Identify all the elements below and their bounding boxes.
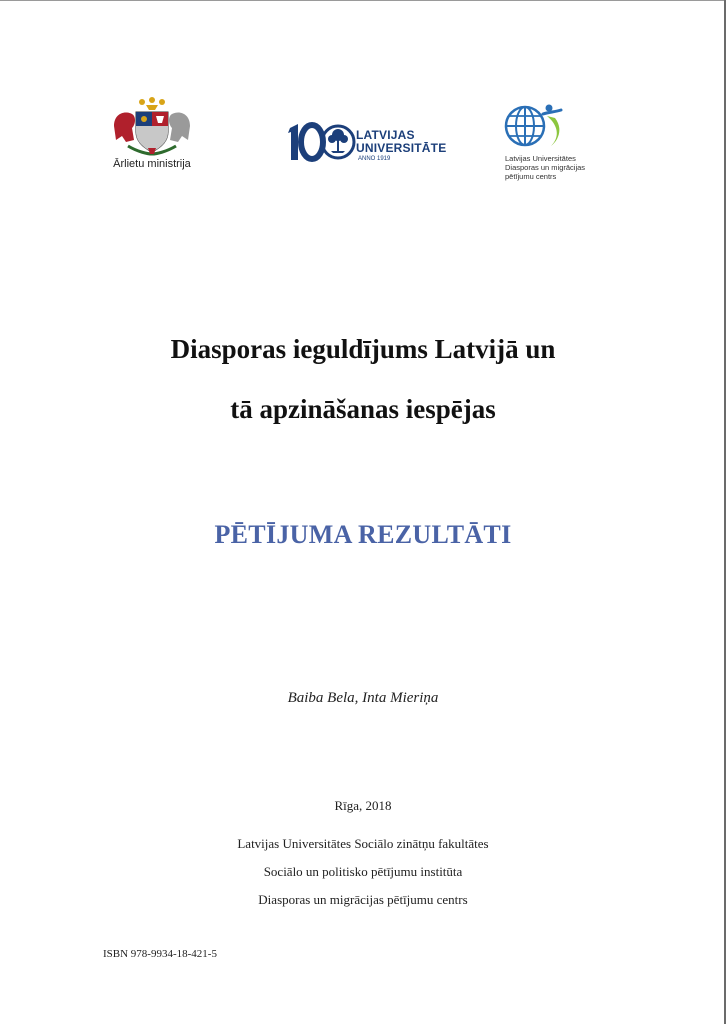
globe-figure-icon: [503, 100, 573, 152]
mfa-logo: [104, 96, 200, 176]
dmpc-logo: [503, 100, 613, 180]
dmpc-caption-line2: Diasporas un migrācijas: [505, 163, 586, 172]
coat-of-arms-icon: [108, 96, 196, 156]
isbn: ISBN 978-9934-18-421-5: [103, 948, 217, 960]
lu-year: ANNO 1919: [358, 156, 391, 162]
page-top-edge: [0, 0, 726, 1]
title-line-1: Diasporas ieguldījums Latvijā un: [170, 334, 556, 364]
institution-line-1: Latvijas Universitātes Sociālo zinātņu fakultātes: [237, 836, 489, 851]
institution-line-3: Diasporas un migrācijas pētījumu centrs: [258, 892, 468, 907]
lu-logo: [286, 118, 456, 168]
authors: Baiba Bela, Inta Mieriņa: [287, 690, 439, 706]
lu-name-line1: LATVIJAS: [356, 128, 415, 142]
lu-100-logo-icon: [286, 118, 356, 164]
dmpc-caption-line1: Latvijas Universitātes: [505, 154, 576, 163]
lu-name-line2: UNIVERSITĀTE: [356, 141, 447, 155]
dmpc-caption-line3: pētījumu centrs: [505, 172, 557, 181]
institution-line-2: Sociālo un politisko pētījumu institūta: [263, 864, 463, 879]
subtitle: PĒTĪJUMA REZULTĀTI: [214, 520, 512, 549]
place-year: Rīga, 2018: [334, 798, 392, 813]
title-line-2: tā apzināšanas iespējas: [230, 394, 496, 424]
mfa-caption: Ārlietu ministrija: [113, 158, 191, 170]
